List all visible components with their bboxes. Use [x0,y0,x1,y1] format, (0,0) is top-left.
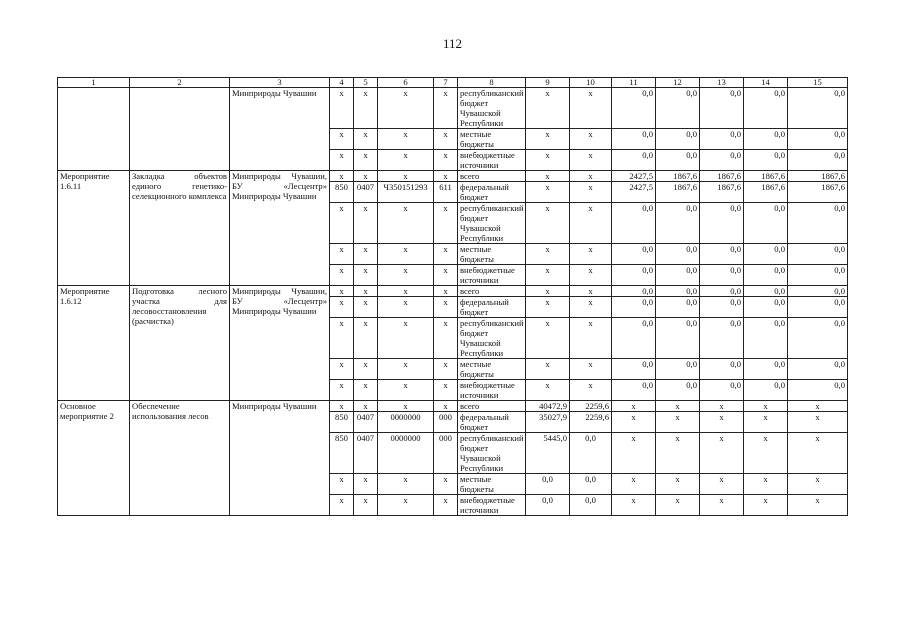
value-cell: 2427,5 [612,171,656,182]
value-cell: х [570,359,612,380]
value-cell: х [788,401,848,412]
funding-source-cell: республиканский бюджет Чувашской Республики [458,433,526,474]
header-cell: 14 [744,78,788,88]
value-cell: 0,0 [788,265,848,286]
value-cell: х [570,380,612,401]
funding-source-cell: республиканский бюджет Чувашской Республики [458,88,526,129]
value-cell: х [570,150,612,171]
expense-type-cell: х [434,401,458,412]
value-cell: 0,0 [656,359,700,380]
expense-type-cell: х [434,474,458,495]
target-item-cell: х [378,244,434,265]
event-name-cell: Мероприятие 1.6.11 [58,171,130,286]
grbs-cell: 850 [330,412,354,433]
value-cell: 1867,6 [656,171,700,182]
value-cell: х [526,171,570,182]
table-row [58,401,848,412]
value-cell: 0,0 [744,244,788,265]
section-cell: х [354,244,378,265]
section-cell: 0407 [354,433,378,474]
value-cell: 0,0 [656,265,700,286]
value-cell: 0,0 [656,203,700,244]
expense-type-cell: х [434,244,458,265]
expense-type-cell: х [434,88,458,129]
expense-type-cell: х [434,318,458,359]
funding-source-cell: республиканский бюджет Чувашской Республики [458,203,526,244]
value-cell: х [526,88,570,129]
value-cell: 0,0 [788,129,848,150]
value-cell: 0,0 [612,286,656,297]
value-cell: 0,0 [612,244,656,265]
expense-type-cell: х [434,286,458,297]
value-cell: х [612,412,656,433]
section-cell: х [354,88,378,129]
funding-source-cell: всего [458,171,526,182]
header-cell: 12 [656,78,700,88]
section-cell: х [354,129,378,150]
event-name-cell: Основное мероприятие 2 [58,401,130,516]
value-cell: х [570,171,612,182]
target-item-cell: Ч350151293 [378,182,434,203]
section-cell: х [354,401,378,412]
value-cell: х [526,297,570,318]
value-cell: 0,0 [788,318,848,359]
value-cell: х [570,297,612,318]
value-cell: 0,0 [744,150,788,171]
value-cell: 2259,6 [570,401,612,412]
funding-source-cell: федеральный бюджет [458,182,526,203]
value-cell: х [570,244,612,265]
grbs-cell: х [330,297,354,318]
header-cell: 13 [700,78,744,88]
expense-type-cell: 000 [434,412,458,433]
event-description-cell: Подготовка лесного участка для лесовосстановления (расчистка) [130,286,230,401]
value-cell: 0,0 [656,244,700,265]
grbs-cell: х [330,474,354,495]
header-cell: 7 [434,78,458,88]
section-cell: 0407 [354,182,378,203]
header-row [58,78,848,88]
budget-table [57,77,848,516]
target-item-cell: х [378,401,434,412]
value-cell: х [656,433,700,474]
target-item-cell: х [378,286,434,297]
responsible-cell: Минприроды Чувашии, БУ «Лесцентр» Минприроды Чувашии [230,286,330,401]
value-cell: х [570,203,612,244]
target-item-cell: 0000000 [378,433,434,474]
expense-type-cell: х [434,171,458,182]
section-cell: х [354,474,378,495]
expense-type-cell: х [434,150,458,171]
grbs-cell: 850 [330,182,354,203]
grbs-cell: х [330,171,354,182]
target-item-cell: х [378,297,434,318]
value-cell: 0,0 [700,265,744,286]
expense-type-cell: х [434,203,458,244]
value-cell: 0,0 [570,474,612,495]
section-cell: 0407 [354,412,378,433]
value-cell: х [788,474,848,495]
value-cell: 1867,6 [656,182,700,203]
value-cell: х [526,129,570,150]
value-cell: 0,0 [700,318,744,359]
value-cell: х [788,495,848,516]
grbs-cell: х [330,88,354,129]
event-name-cell: Мероприятие 1.6.12 [58,286,130,401]
value-cell: 0,0 [656,150,700,171]
section-cell: х [354,359,378,380]
value-cell: х [526,318,570,359]
grbs-cell: х [330,318,354,359]
target-item-cell: х [378,88,434,129]
value-cell: 0,0 [788,286,848,297]
grbs-cell: х [330,150,354,171]
value-cell: х [744,495,788,516]
value-cell: 35027,9 [526,412,570,433]
target-item-cell: х [378,318,434,359]
grbs-cell: х [330,286,354,297]
funding-source-cell: федеральный бюджет [458,297,526,318]
value-cell: 0,0 [700,150,744,171]
value-cell: х [656,412,700,433]
value-cell: 0,0 [700,129,744,150]
value-cell: 0,0 [744,129,788,150]
section-cell: х [354,171,378,182]
header-cell: 15 [788,78,848,88]
value-cell: х [526,286,570,297]
expense-type-cell: 611 [434,182,458,203]
target-item-cell: х [378,171,434,182]
value-cell: х [700,495,744,516]
section-cell: х [354,286,378,297]
header-cell: 11 [612,78,656,88]
section-cell: х [354,380,378,401]
event-name-cell [58,88,130,171]
value-cell: х [526,359,570,380]
value-cell: х [612,495,656,516]
value-cell: х [526,150,570,171]
value-cell: х [744,412,788,433]
value-cell: 0,0 [744,286,788,297]
target-item-cell: х [378,495,434,516]
funding-source-cell: местные бюджеты [458,359,526,380]
value-cell: 0,0 [612,203,656,244]
value-cell: х [656,495,700,516]
value-cell: 0,0 [612,297,656,318]
value-cell: х [700,412,744,433]
value-cell: х [570,182,612,203]
value-cell: 5445,0 [526,433,570,474]
header-cell: 5 [354,78,378,88]
grbs-cell: х [330,203,354,244]
value-cell: 0,0 [700,359,744,380]
value-cell: 0,0 [612,380,656,401]
value-cell: х [656,401,700,412]
value-cell: 0,0 [788,203,848,244]
header-cell: 1 [58,78,130,88]
value-cell: 0,0 [788,297,848,318]
value-cell: х [700,433,744,474]
value-cell: 1867,6 [744,171,788,182]
value-cell: х [570,286,612,297]
expense-type-cell: х [434,359,458,380]
value-cell: х [744,401,788,412]
value-cell: х [570,129,612,150]
value-cell: 1867,6 [700,171,744,182]
value-cell: х [526,182,570,203]
value-cell: 0,0 [570,495,612,516]
funding-source-cell: местные бюджеты [458,244,526,265]
target-item-cell: х [378,129,434,150]
value-cell: 0,0 [656,88,700,129]
expense-type-cell: х [434,380,458,401]
target-item-cell: х [378,150,434,171]
value-cell: 1867,6 [700,182,744,203]
value-cell: 0,0 [656,380,700,401]
target-item-cell: х [378,380,434,401]
value-cell: х [570,265,612,286]
value-cell: х [700,401,744,412]
value-cell: 0,0 [526,495,570,516]
value-cell: х [744,433,788,474]
expense-type-cell: х [434,129,458,150]
value-cell: 0,0 [788,150,848,171]
value-cell: х [526,244,570,265]
value-cell: 0,0 [700,380,744,401]
value-cell: 0,0 [656,129,700,150]
value-cell: 0,0 [744,359,788,380]
value-cell: 40472,9 [526,401,570,412]
grbs-cell: х [330,380,354,401]
value-cell: 0,0 [744,297,788,318]
value-cell: 0,0 [700,297,744,318]
funding-source-cell: федеральный бюджет [458,412,526,433]
value-cell: 0,0 [744,203,788,244]
grbs-cell: х [330,244,354,265]
event-description-cell: Обеспечение использования лесов [130,401,230,516]
value-cell: 0,0 [744,318,788,359]
funding-source-cell: внебюджетные источники [458,150,526,171]
value-cell: х [526,265,570,286]
value-cell: 2259,6 [570,412,612,433]
value-cell: 0,0 [656,318,700,359]
funding-source-cell: внебюджетные источники [458,495,526,516]
header-cell: 4 [330,78,354,88]
value-cell: х [526,203,570,244]
section-cell: х [354,318,378,359]
value-cell: 0,0 [700,286,744,297]
value-cell: х [744,474,788,495]
value-cell: 0,0 [788,88,848,129]
value-cell: х [612,433,656,474]
value-cell: х [788,433,848,474]
funding-source-cell: республиканский бюджет Чувашской Республики [458,318,526,359]
funding-source-cell: внебюджетные источники [458,380,526,401]
funding-source-cell: местные бюджеты [458,474,526,495]
responsible-cell: Минприроды Чувашии [230,401,330,516]
value-cell: 1867,6 [788,182,848,203]
grbs-cell: х [330,359,354,380]
section-cell: х [354,150,378,171]
expense-type-cell: х [434,495,458,516]
expense-type-cell: х [434,265,458,286]
value-cell: 0,0 [570,433,612,474]
value-cell: х [570,318,612,359]
value-cell: 0,0 [788,359,848,380]
value-cell: 0,0 [656,297,700,318]
table-row [58,88,848,129]
table-row [58,286,848,297]
target-item-cell: х [378,203,434,244]
header-cell: 3 [230,78,330,88]
value-cell: 1867,6 [744,182,788,203]
value-cell: 0,0 [612,359,656,380]
event-description-cell [130,88,230,171]
funding-source-cell: внебюджетные источники [458,265,526,286]
value-cell: 0,0 [700,88,744,129]
value-cell: 1867,6 [788,171,848,182]
expense-type-cell: х [434,297,458,318]
page-number: 112 [442,36,463,51]
grbs-cell: х [330,265,354,286]
value-cell: 2427,5 [612,182,656,203]
value-cell: х [612,401,656,412]
target-item-cell: 0000000 [378,412,434,433]
funding-source-cell: местные бюджеты [458,129,526,150]
section-cell: х [354,265,378,286]
grbs-cell: х [330,495,354,516]
header-cell: 9 [526,78,570,88]
value-cell: 0,0 [700,244,744,265]
section-cell: х [354,495,378,516]
value-cell: 0,0 [744,265,788,286]
responsible-cell: Минприроды Чувашии, БУ «Лесцентр» Минприроды Чувашии [230,171,330,286]
value-cell: 0,0 [612,150,656,171]
value-cell: 0,0 [656,286,700,297]
value-cell: х [788,412,848,433]
section-cell: х [354,297,378,318]
table-row [58,171,848,182]
value-cell: 0,0 [744,380,788,401]
grbs-cell: 850 [330,433,354,474]
header-cell: 6 [378,78,434,88]
expense-type-cell: 000 [434,433,458,474]
target-item-cell: х [378,359,434,380]
value-cell: 0,0 [612,318,656,359]
value-cell: х [612,474,656,495]
event-description-cell: Закладка объектов единого генетико-селекционного комплекса [130,171,230,286]
value-cell: х [656,474,700,495]
header-cell: 10 [570,78,612,88]
funding-source-cell: всего [458,286,526,297]
responsible-cell: Минприроды Чувашии [230,88,330,171]
header-cell: 2 [130,78,230,88]
value-cell: 0,0 [612,129,656,150]
value-cell: 0,0 [788,380,848,401]
value-cell: х [700,474,744,495]
value-cell: 0,0 [612,88,656,129]
target-item-cell: х [378,474,434,495]
value-cell: 0,0 [526,474,570,495]
funding-source-cell: всего [458,401,526,412]
value-cell: 0,0 [612,265,656,286]
grbs-cell: х [330,401,354,412]
target-item-cell: х [378,265,434,286]
value-cell: х [526,380,570,401]
header-cell: 8 [458,78,526,88]
section-cell: х [354,203,378,244]
value-cell: х [570,88,612,129]
value-cell: 0,0 [788,244,848,265]
value-cell: 0,0 [700,203,744,244]
grbs-cell: х [330,129,354,150]
value-cell: 0,0 [744,88,788,129]
